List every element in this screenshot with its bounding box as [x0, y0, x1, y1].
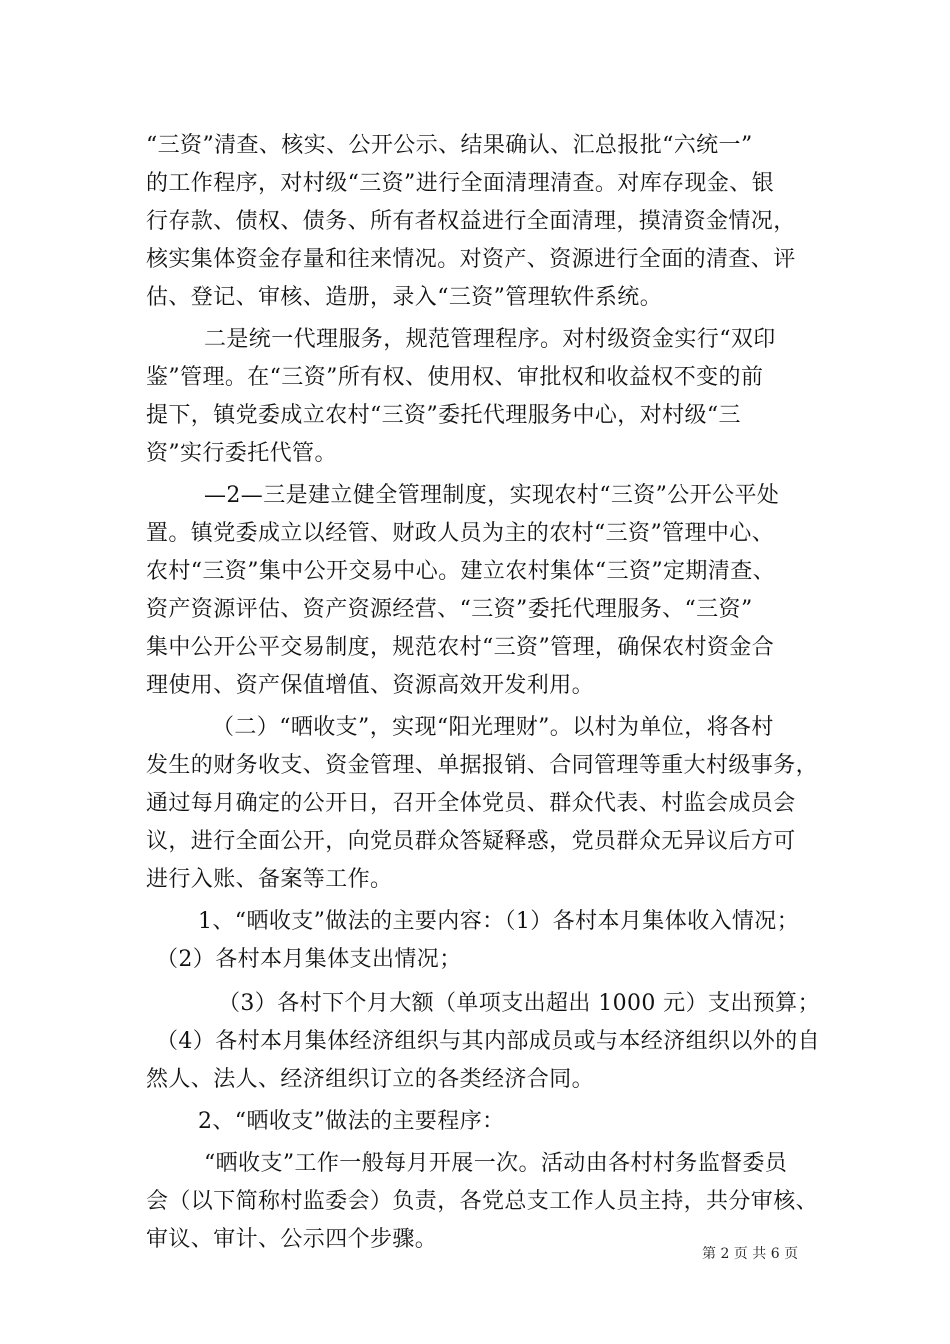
- text-line: 然人、法人、经济组织订立的各类经济合同。: [146, 1067, 595, 1092]
- text-line: 鉴”管理。在“三资”所有权、使用权、审批权和收益权不变的前: [146, 365, 764, 390]
- text-line: 提下，镇党委成立农村“三资”委托代理服务中心，对村级“三: [146, 403, 741, 428]
- text-line: 资”实行委托代管。: [146, 441, 337, 466]
- text-line: 议，进行全面公开，向党员群众答疑释惑，党员群众无异议后方可: [146, 829, 796, 854]
- text-line: （2）各村本月集体支出情况；: [156, 947, 462, 972]
- paragraph-start-line: “晒收支”工作一般每月开展一次。活动由各村村务监督委员: [204, 1151, 788, 1176]
- text-line: 审议、审计、公示四个步骤。: [146, 1227, 438, 1252]
- text-line: 核实集体资金存量和往来情况。对资产、资源进行全面的清查、评: [146, 247, 796, 272]
- text-line: 农村“三资”集中公开交易中心。建立农村集体“三资”定期清查、: [146, 559, 775, 584]
- paragraph-start-line: 二是统一代理服务，规范管理程序。对村级资金实行“双印: [204, 327, 776, 352]
- text-line: 通过每月确定的公开日，召开全体党员、群众代表、村监会成员会: [146, 791, 796, 816]
- text-line: 估、登记、审核、造册，录入“三资”管理软件系统。: [146, 285, 663, 310]
- paragraph-start-line: 2、“晒收支”做法的主要程序：: [198, 1109, 505, 1134]
- text-line: 资产资源评估、资产资源经营、“三资”委托代理服务、“三资”: [146, 597, 753, 622]
- paragraph-start-line: —2—三是建立健全管理制度，实现农村“三资”公开公平处: [204, 483, 780, 508]
- paragraph-start-line: （二）“晒收支”，实现“阳光理财”。以村为单位，将各村: [212, 715, 774, 740]
- text-line: 行存款、债权、债务、所有者权益进行全面清理，摸清资金情况，: [146, 209, 796, 234]
- text-line: 集中公开公平交易制度，规范农村“三资”管理，确保农村资金合: [146, 635, 775, 660]
- page-number-footer: 第 2 页 共 6 页: [702, 1246, 799, 1262]
- text-line: 会（以下简称村监委会）负责，各党总支工作人员主持，共分审核、: [146, 1189, 819, 1214]
- text-line: 的工作程序，对村级“三资”进行全面清理清查。对库存现金、银: [146, 171, 775, 196]
- text-line: 置。镇党委成立以经管、财政人员为主的农村“三资”管理中心、: [146, 521, 775, 546]
- text-line: 进行入账、备案等工作。: [146, 867, 393, 892]
- paragraph-start-line: （3）各村下个月大额（单项支出超出 1000 元）支出预算；: [218, 991, 820, 1016]
- text-line: “三资”清查、核实、公开公示、结果确认、汇总报批“六统一”: [146, 133, 753, 158]
- paragraph-start-line: 1、“晒收支”做法的主要内容：（1）各村本月集体收入情况；: [198, 909, 800, 934]
- text-line: 发生的财务收支、资金管理、单据报销、合同管理等重大村级事务，: [146, 753, 819, 778]
- text-line: 理使用、资产保值增值、资源高效开发利用。: [146, 673, 595, 698]
- text-line: （4）各村本月集体经济组织与其内部成员或与本经济组织以外的自: [156, 1029, 820, 1054]
